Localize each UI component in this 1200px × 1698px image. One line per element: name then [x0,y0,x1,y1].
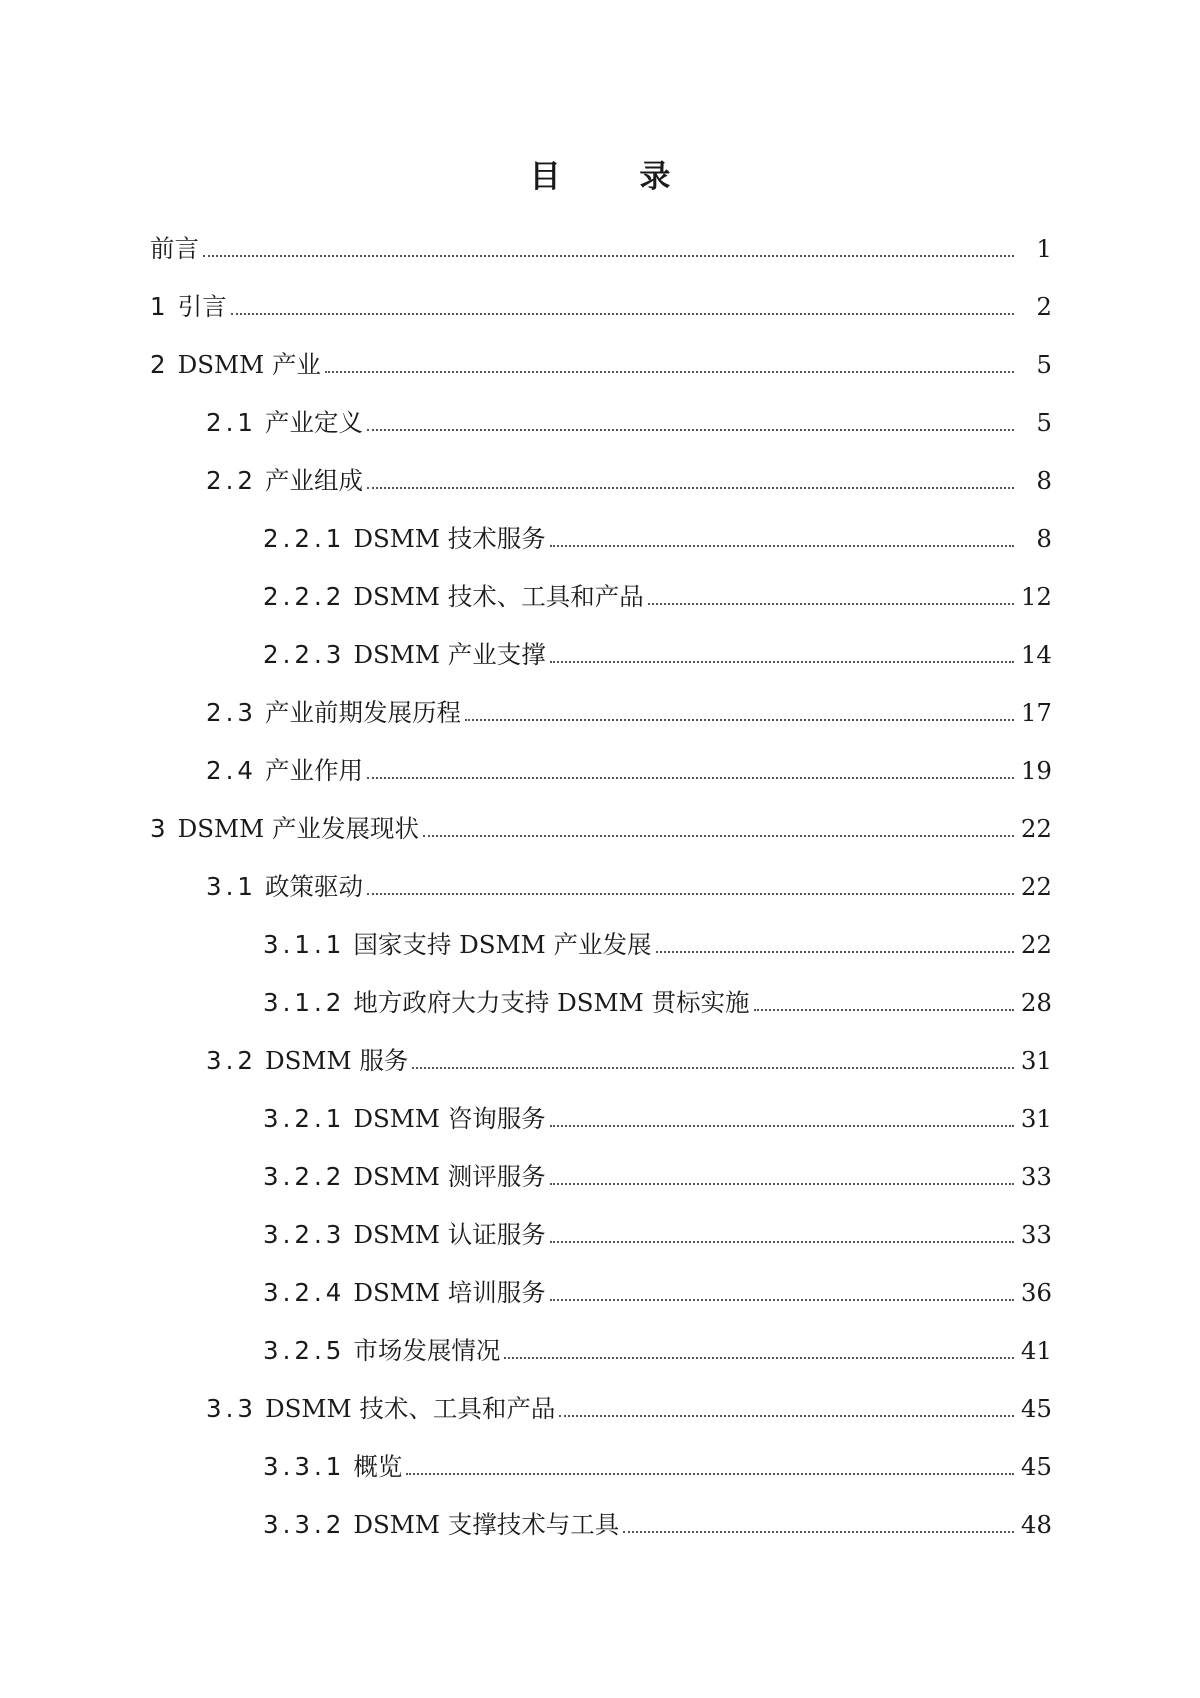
toc-entry-label [263,1334,504,1368]
toc-entry-number: 3.3.1 [263,1452,346,1481]
toc-entry-number: 2 [150,350,170,379]
toc-entry-number: 3.2 [206,1046,257,1075]
toc-entry-label [263,1276,550,1310]
toc-entry-number: 3.1.1 [263,930,346,959]
dot-leader [367,893,1014,895]
toc-entry-label [263,1160,550,1194]
dot-leader [231,313,1014,315]
toc-entry[interactable] [0,1148,1200,1206]
toc-entry[interactable] [0,974,1200,1032]
toc-entry[interactable] [0,452,1200,510]
dot-leader [550,1241,1014,1243]
toc-entry-number: 3.3 [206,1394,257,1423]
toc-entry[interactable] [0,336,1200,394]
toc-entry-number: 2.4 [206,756,257,785]
toc-entry-label [206,1044,412,1078]
toc-page-number: 22 [1020,930,1052,959]
toc-page-number: 31 [1020,1046,1052,1075]
toc-entry-text: 引言 [177,292,227,321]
toc-page-number: 8 [1036,524,1052,553]
toc-entry[interactable] [0,1206,1200,1264]
dot-leader [559,1415,1014,1417]
dot-leader [754,1009,1014,1011]
toc-entry-number: 1 [150,292,170,321]
toc-entry-text: DSMM 服务 [264,1046,409,1075]
toc-page-number: 19 [1020,756,1052,785]
toc-entry[interactable] [0,742,1200,800]
dot-leader [423,835,1014,837]
toc-entry-label [206,754,367,788]
toc-entry-text: DSMM 测评服务 [353,1162,546,1191]
dot-leader [648,603,1014,605]
table-of-contents [0,220,1200,1554]
toc-title: 目 录 [529,159,705,195]
toc-page-number: 12 [1020,582,1052,611]
toc-page-number: 33 [1020,1162,1052,1191]
toc-entry-number: 2.2 [206,466,257,495]
toc-entry-label [263,1450,406,1484]
toc-entry[interactable] [0,626,1200,684]
toc-entry-number: 2.2.2 [263,582,346,611]
toc-entry-label [263,522,550,556]
toc-entry[interactable] [0,684,1200,742]
dot-leader [623,1531,1014,1533]
toc-entry-text: 市场发展情况 [353,1336,501,1365]
toc-entry-number: 2.1 [206,408,257,437]
toc-entry-text: DSMM 咨询服务 [353,1104,546,1133]
toc-entry-text: DSMM 认证服务 [353,1220,546,1249]
dot-leader [406,1473,1014,1475]
toc-page-number: 22 [1020,814,1052,843]
toc-entry[interactable] [0,510,1200,568]
toc-entry-text: DSMM 技术、工具和产品 [353,582,644,611]
toc-entry[interactable] [0,220,1200,278]
toc-entry[interactable] [0,394,1200,452]
toc-entry-label [150,812,423,846]
toc-entry[interactable] [0,1090,1200,1148]
toc-entry-label [150,290,231,324]
toc-entry-text: 地方政府大力支持 DSMM 贯标实施 [353,988,750,1017]
toc-entry-label [206,1392,559,1426]
dot-leader [550,545,1014,547]
toc-page-number: 33 [1020,1220,1052,1249]
toc-page-number: 22 [1020,872,1052,901]
toc-entry-number: 3.2.2 [263,1162,346,1191]
toc-entry-number: 3.1 [206,872,257,901]
toc-entry-label [263,986,754,1020]
toc-entry-text: DSMM 产业发展现状 [177,814,419,843]
toc-page-number: 45 [1020,1394,1052,1423]
dot-leader [325,371,1014,373]
toc-page-number: 41 [1020,1336,1052,1365]
toc-entry[interactable] [0,1032,1200,1090]
toc-entry-number: 3 [150,814,170,843]
toc-entry[interactable] [0,858,1200,916]
toc-page-number: 8 [1036,466,1052,495]
toc-entry-label [263,1218,550,1252]
toc-entry[interactable] [0,800,1200,858]
toc-page-number: 5 [1036,408,1052,437]
toc-entry-label [150,232,203,266]
toc-entry-number: 2.3 [206,698,257,727]
toc-entry[interactable] [0,1380,1200,1438]
toc-entry-text: DSMM 培训服务 [353,1278,546,1307]
toc-entry-text: DSMM 技术、工具和产品 [264,1394,556,1423]
toc-entry-text: DSMM 技术服务 [353,524,546,553]
toc-entry-label [206,406,367,440]
toc-entry-text: 产业组成 [264,466,363,495]
toc-entry-label [150,348,325,382]
dot-leader [367,429,1014,431]
toc-entry-label [263,1508,623,1542]
dot-leader [550,1299,1014,1301]
toc-entry-number: 3.2.4 [263,1278,346,1307]
toc-entry-text: DSMM 产业 [177,350,321,379]
toc-entry[interactable] [0,1264,1200,1322]
toc-entry[interactable] [0,1496,1200,1554]
dot-leader [656,951,1014,953]
toc-entry-label [206,696,465,730]
dot-leader [504,1357,1014,1359]
toc-entry-label [263,1102,550,1136]
toc-entry-number: 3.2.3 [263,1220,346,1249]
toc-entry-text: 前言 [150,234,199,263]
toc-entry-label [263,638,550,672]
toc-entry[interactable] [0,1322,1200,1380]
toc-entry-number: 3.2.5 [263,1336,346,1365]
toc-page-number: 31 [1020,1104,1052,1133]
toc-entry[interactable] [0,568,1200,626]
dot-leader [550,1183,1014,1185]
toc-page-number: 28 [1020,988,1052,1017]
toc-entry-label [206,870,367,904]
toc-page-number: 45 [1020,1452,1052,1481]
toc-page-number: 5 [1036,350,1052,379]
toc-page-number: 17 [1020,698,1052,727]
toc-entry-label [263,928,656,962]
toc-entry[interactable] [0,1438,1200,1496]
toc-entry-label [206,464,367,498]
toc-page-number: 1 [1036,234,1052,263]
toc-entry-number: 2.2.3 [263,640,346,669]
toc-page-number: 2 [1036,292,1052,321]
toc-page-number: 36 [1020,1278,1052,1307]
dot-leader [465,719,1014,721]
toc-entry-text: DSMM 产业支撑 [353,640,546,669]
toc-entry-number: 3.2.1 [263,1104,346,1133]
toc-page-number: 14 [1020,640,1052,669]
toc-entry-text: 产业作用 [264,756,363,785]
toc-entry-text: 概览 [353,1452,403,1481]
toc-entry-text: 政策驱动 [264,872,363,901]
dot-leader [367,777,1014,779]
toc-entry-text: DSMM 支撑技术与工具 [353,1510,620,1539]
dot-leader [203,255,1014,257]
dot-leader [367,487,1014,489]
toc-page-number: 48 [1020,1510,1052,1539]
toc-entry-text: 国家支持 DSMM 产业发展 [353,930,652,959]
toc-entry-text: 产业定义 [264,408,363,437]
dot-leader [550,661,1014,663]
toc-entry-number: 2.2.1 [263,524,346,553]
toc-entry[interactable] [0,916,1200,974]
toc-entry[interactable] [0,278,1200,336]
toc-entry-number: 3.1.2 [263,988,346,1017]
toc-entry-number: 3.3.2 [263,1510,346,1539]
dot-leader [550,1125,1014,1127]
toc-entry-text: 产业前期发展历程 [264,698,461,727]
toc-entry-label [263,580,648,614]
dot-leader [412,1067,1014,1069]
